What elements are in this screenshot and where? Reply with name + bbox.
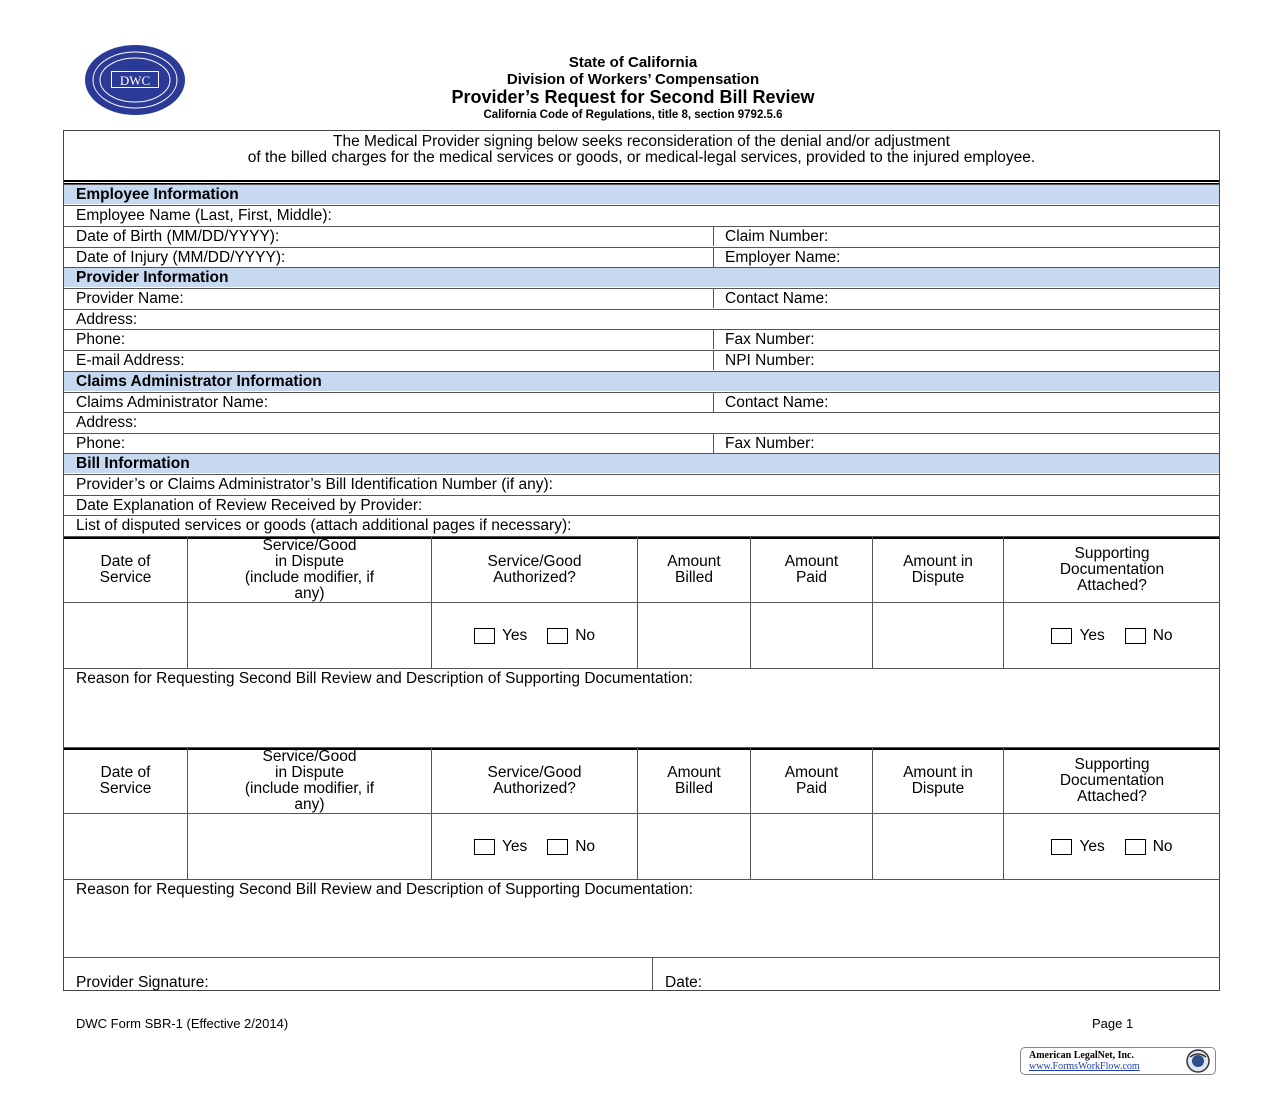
provider-contact-field[interactable]: Contact Name: <box>725 290 829 307</box>
header-state: State of California <box>568 54 698 71</box>
globe-icon <box>1185 1049 1211 1073</box>
claims-admin-phone-field[interactable]: Phone: <box>76 435 126 452</box>
header-amount-billed: Amount Billed <box>667 763 721 797</box>
header-date-of-service: Date of Service <box>99 552 152 586</box>
employee-name-field[interactable] <box>64 205 1219 225</box>
header-amount-billed: Amount Billed <box>667 552 721 586</box>
header-division: Division of Workers’ Compensation <box>506 71 760 88</box>
authorized-no-checkbox[interactable] <box>547 628 568 644</box>
claims-admin-contact-field[interactable]: Contact Name: <box>725 394 829 411</box>
supporting-no-checkbox[interactable] <box>1125 839 1146 855</box>
supporting-no-checkbox[interactable] <box>1125 628 1146 644</box>
reason-field[interactable]: Reason for Requesting Second Bill Review and Description of Supporting Documentation: <box>76 881 693 898</box>
form-id: DWC Form SBR-1 (Effective 2/2014) <box>76 1016 289 1031</box>
disputed-list-label-row <box>64 515 1219 535</box>
claims-admin-name-row <box>64 392 1219 412</box>
section-employee <box>64 184 1219 204</box>
page-number: Page 1 <box>1092 1016 1134 1031</box>
dob-field[interactable]: Date of Birth (MM/DD/YYYY): <box>76 228 280 245</box>
employee-doi-row <box>64 247 1219 267</box>
header-date-of-service: Date of Service <box>99 763 152 797</box>
supporting-yes-checkbox[interactable] <box>1051 839 1072 855</box>
provider-npi-field[interactable]: NPI Number: <box>725 352 815 369</box>
yes-label: Yes <box>501 838 528 855</box>
badge-name: American LegalNet, Inc. <box>1029 1050 1134 1061</box>
doi-field[interactable]: Date of Injury (MM/DD/YYYY): <box>76 249 286 266</box>
provider-signature-field[interactable]: Provider Signature: <box>76 974 209 991</box>
disputed-services-table <box>64 747 1219 880</box>
page-title: Provider’s Request for Second Bill Review <box>451 87 815 107</box>
claims-admin-phone-row <box>64 433 1219 453</box>
header-amount-paid: Amount Paid <box>784 552 839 586</box>
field-label: Address: <box>76 414 138 431</box>
dwc-seal-logo <box>84 44 186 116</box>
section-heading: Claims Administrator Information <box>76 373 322 390</box>
header-service-good: Service/Good in Dispute (include modifier, if any) <box>244 536 375 602</box>
no-label: No <box>575 627 596 644</box>
claims-admin-fax-field[interactable]: Fax Number: <box>725 435 815 452</box>
field-label: Employee Name (Last, First, Middle): <box>76 207 332 224</box>
employee-dob-row <box>64 226 1219 246</box>
divider <box>64 180 1219 182</box>
claims-admin-address-field[interactable] <box>64 412 1219 432</box>
reason-field[interactable]: Reason for Requesting Second Bill Review and Description of Supporting Documentation: <box>76 670 693 687</box>
claims-admin-name-field[interactable]: Claims Administrator Name: <box>76 394 269 411</box>
authorized-no-checkbox[interactable] <box>547 839 568 855</box>
provider-name-row <box>64 288 1219 308</box>
yes-label: Yes <box>1079 838 1105 855</box>
signature-date-field[interactable]: Date: <box>665 974 703 991</box>
employer-name-field[interactable]: Employer Name: <box>725 249 841 266</box>
disputed-services-table <box>64 536 1219 669</box>
yes-label: Yes <box>1079 627 1105 644</box>
section-heading: Provider Information <box>76 269 229 286</box>
no-label: No <box>1152 838 1173 855</box>
badge-link[interactable]: www.FormsWorkFlow.com <box>1029 1061 1140 1072</box>
section-provider <box>64 267 1219 287</box>
authorized-options <box>432 814 637 880</box>
svg-text:DWC: DWC <box>119 73 151 88</box>
header-supporting-doc: Supporting Documentation Attached? <box>1059 755 1165 805</box>
intro-line-2: of the billed charges for the medical services or goods, or medical-legal services, provided to the injured employee. <box>247 149 1036 166</box>
field-label: Address: <box>76 311 138 328</box>
header-authorized: Service/Good Authorized? <box>487 763 582 797</box>
provider-address-field[interactable] <box>64 309 1219 329</box>
header-amount-paid: Amount Paid <box>784 763 839 797</box>
no-label: No <box>575 838 596 855</box>
section-bill <box>64 453 1219 473</box>
provider-email-row <box>64 350 1219 370</box>
header-regulation: California Code of Regulations, title 8, section 9792.5.6 <box>483 109 783 121</box>
field-label: Date Explanation of Review Received by Provider: <box>76 497 423 514</box>
section-claims-admin <box>64 371 1219 391</box>
claim-number-field[interactable]: Claim Number: <box>725 228 829 245</box>
authorized-options <box>432 603 637 669</box>
intro-line-1: The Medical Provider signing below seeks reconsideration of the denial and/or adjustment <box>333 133 950 150</box>
section-heading: Bill Information <box>76 455 190 472</box>
header-amount-dispute: Amount in Dispute <box>903 763 973 797</box>
supporting-options <box>1004 814 1220 880</box>
request-form <box>63 130 1220 991</box>
provider-fax-field[interactable]: Fax Number: <box>725 331 815 348</box>
authorized-yes-checkbox[interactable] <box>474 628 495 644</box>
provider-phone-row <box>64 329 1219 349</box>
provider-name-field[interactable]: Provider Name: <box>76 290 184 307</box>
supporting-options <box>1004 603 1220 669</box>
provider-phone-field[interactable]: Phone: <box>76 331 126 348</box>
header-service-good: Service/Good in Dispute (include modifier, if any) <box>244 747 375 813</box>
authorized-yes-checkbox[interactable] <box>474 839 495 855</box>
header-amount-dispute: Amount in Dispute <box>903 552 973 586</box>
header-supporting-doc: Supporting Documentation Attached? <box>1059 544 1165 594</box>
provider-email-field[interactable]: E-mail Address: <box>76 352 185 369</box>
yes-label: Yes <box>501 627 528 644</box>
field-label: Provider’s or Claims Administrator’s Bill Identification Number (if any): <box>76 476 553 493</box>
bill-id-field[interactable] <box>64 474 1219 494</box>
supporting-yes-checkbox[interactable] <box>1051 628 1072 644</box>
field-label: List of disputed services or goods (attach additional pages if necessary): <box>76 517 572 534</box>
no-label: No <box>1152 627 1173 644</box>
section-heading: Employee Information <box>76 186 239 203</box>
header-authorized: Service/Good Authorized? <box>487 552 582 586</box>
legalnet-badge[interactable] <box>1020 1047 1216 1075</box>
date-received-field[interactable] <box>64 495 1219 515</box>
